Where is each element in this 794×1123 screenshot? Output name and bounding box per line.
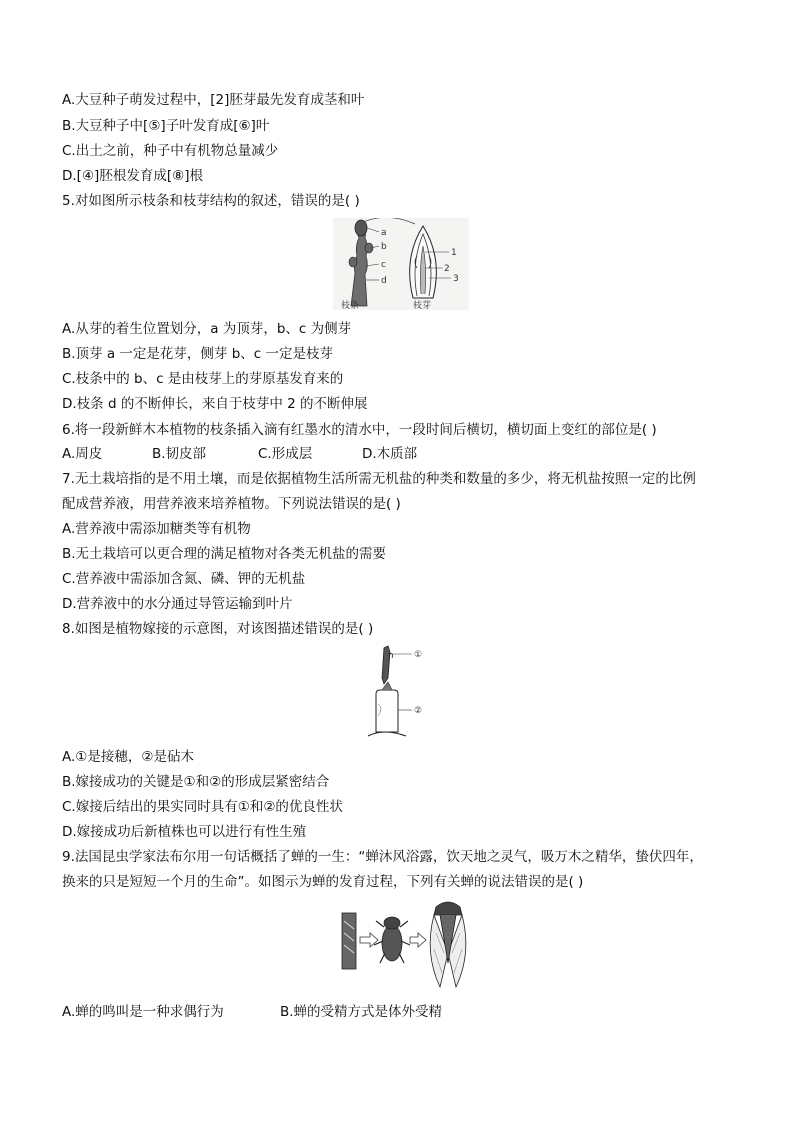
q9-cicada-figure [340,893,470,989]
branch-label-a: a [381,228,387,238]
branch-caption: 枝条 [341,301,360,310]
q7-option-c: C.营养液中需添加含氮、磷、钾的无机盐 [62,571,306,587]
q9-stem-line1: 9.法国昆虫学家法布尔用一句话概括了蝉的一生：“蝉沐风浴露，饮天地之灵气，吸万木之精华，蛰伏四年， [62,849,703,865]
stock-label: ② [414,706,423,716]
q9-stem-line2: 换来的只是短短一个月的生命”。如图示为蝉的发育过程，下列有关蝉的说法错误的是( ) [62,874,584,890]
q5-stem: 5.对如图所示枝条和枝芽结构的叙述，错误的是( ) [62,193,360,209]
q6-option-b: B.韧皮部 [152,446,207,462]
q8-stem: 8.如图是植物嫁接的示意图，对该图描述错误的是( ) [62,621,374,637]
q7-stem-line2: 配成营养液，用营养液来培养植物。下列说法错误的是( ) [62,496,401,512]
q6-stem: 6.将一段新鲜木本植物的枝条插入滴有红墨水的清水中，一段时间后横切，横切面上变红的部位是( ) [62,422,657,438]
q5-option-b: B.顶芽 a 一定是花芽，侧芽 b、c 一定是枝芽 [62,346,333,362]
q4-option-c: C.出土之前，种子中有机物总量减少 [62,143,279,159]
q6-option-d: D.木质部 [362,446,418,462]
bud-label-1: 1 [451,248,457,258]
q7-stem-line1: 7.无土栽培指的是不用土壤，而是依据植物生活所需无机盐的种类和数量的多少，将无机盐按照一定的比例 [62,471,696,487]
q6-option-c: C.形成层 [258,446,313,462]
bud-label-2: 2 [444,264,450,274]
q8-option-a: A.①是接穗，②是砧木 [62,749,194,765]
bud-label-3: 3 [453,274,459,284]
q6-option-a: A.周皮 [62,446,103,462]
scion-label: ① [414,650,423,660]
q7-option-a: A.营养液中需添加糖类等有机物 [62,521,251,537]
q5-branch-bud-figure [333,218,469,310]
q5-option-a: A.从芽的着生位置划分，a 为顶芽，b、c 为侧芽 [62,321,352,337]
q7-option-b: B.无土栽培可以更合理的满足植物对各类无机盐的需要 [62,546,387,562]
q8-grafting-figure [364,644,434,740]
q9-option-a: A.蝉的鸣叫是一种求偶行为 [62,1004,224,1020]
q4-option-b: B.大豆种子中[⑤]子叶发育成[⑥]叶 [62,118,270,134]
q8-option-d: D.嫁接成功后新植株也可以进行有性生殖 [62,824,307,840]
bud-caption: 枝芽 [413,301,432,310]
q5-option-d: D.枝条 d 的不断伸长，来自于枝芽中 2 的不断伸展 [62,396,368,412]
branch-label-c: c [381,260,386,270]
q4-option-d: D.[④]胚根发育成[⑧]根 [62,168,203,184]
q9-option-b: B.蝉的受精方式是体外受精 [280,1004,443,1020]
q8-option-b: B.嫁接成功的关键是①和②的形成层紧密结合 [62,774,330,790]
branch-label-d: d [381,276,387,286]
q8-option-c: C.嫁接后结出的果实同时具有①和②的优良性状 [62,799,343,815]
q7-option-d: D.营养液中的水分通过导管运输到叶片 [62,596,293,612]
q5-option-c: C.枝条中的 b、c 是由枝芽上的芽原基发育来的 [62,371,344,387]
q4-option-a: A.大豆种子萌发过程中，[2]胚芽最先发育成茎和叶 [62,92,365,108]
branch-label-b: b [381,242,387,252]
